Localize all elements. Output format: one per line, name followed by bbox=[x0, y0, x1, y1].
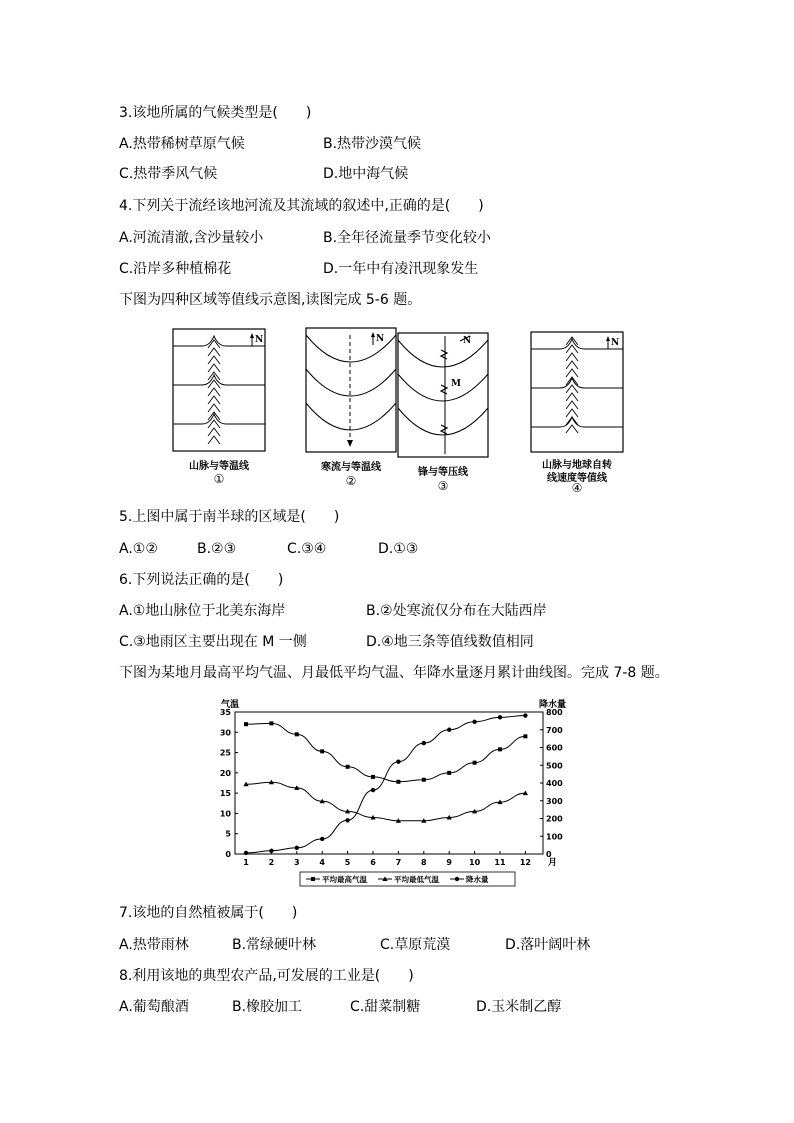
x-tick-label: 5 bbox=[344, 858, 351, 867]
x-tick-label: 8 bbox=[421, 858, 427, 867]
q5-option-d: D.①③ bbox=[378, 541, 419, 557]
map-2-cold-current-isotherm bbox=[305, 327, 397, 453]
q6-option-c: C.③地雨区主要出现在 M 一侧 bbox=[119, 634, 307, 650]
q3-stem: 3.该地所属的气候类型是( ) bbox=[119, 105, 312, 121]
q3-option-a: A.热带稀树草原气候 bbox=[119, 136, 245, 152]
q8-option-a: A.葡萄酿酒 bbox=[119, 999, 189, 1015]
y-right-tick-label: 400 bbox=[546, 779, 563, 788]
x-tick-label: 6 bbox=[370, 858, 376, 867]
map-4-caption-line2: 线速度等值线 bbox=[547, 473, 607, 484]
q8-option-b: B.橡胶加工 bbox=[232, 999, 303, 1015]
q3-option-d: D.地中海气候 bbox=[323, 166, 409, 182]
y-right-tick-label: 100 bbox=[546, 832, 563, 842]
y-left-tick-label: 0 bbox=[225, 850, 231, 859]
front-marker-m: M bbox=[451, 379, 461, 389]
y-right-tick-label: 600 bbox=[546, 743, 563, 753]
svg-text:N: N bbox=[463, 336, 472, 346]
series-point-1 bbox=[371, 775, 375, 779]
series-point-3 bbox=[244, 851, 248, 855]
series-line-1 bbox=[246, 723, 525, 781]
series-point-1 bbox=[269, 721, 273, 725]
y-left-tick-label: 25 bbox=[219, 748, 231, 758]
x-tick-label: 3 bbox=[294, 858, 300, 867]
map-1-mountain-isotherm bbox=[172, 328, 266, 452]
map-4-mountain-rotation-speed bbox=[530, 331, 624, 453]
intro-5-6: 下图为四种区域等值线示意图,读图完成 5-6 题。 bbox=[119, 292, 422, 308]
x-tick-label: 7 bbox=[395, 858, 402, 867]
y-left-tick-label: 10 bbox=[219, 809, 231, 819]
series-point-1 bbox=[422, 778, 426, 782]
y-left-tick-label: 20 bbox=[219, 768, 231, 778]
series-point-3 bbox=[447, 728, 451, 732]
q4-option-d: D.一年中有凌汛现象发生 bbox=[323, 261, 479, 277]
series-point-3 bbox=[498, 715, 502, 719]
q6-option-d: D.④地三条等值线数值相同 bbox=[366, 634, 534, 650]
q4-option-c: C.沿岸多种植棉花 bbox=[119, 261, 232, 277]
plot-area bbox=[235, 712, 543, 854]
y-left-tick-label: 35 bbox=[219, 708, 231, 717]
x-tick-label: 1 bbox=[243, 858, 249, 867]
y-right-tick-label: 200 bbox=[546, 814, 563, 824]
svg-text:N: N bbox=[255, 335, 264, 345]
q8-stem: 8.利用该地的典型农产品,可发展的工业是( ) bbox=[119, 968, 414, 984]
q6-stem: 6.下列说法正确的是( ) bbox=[119, 572, 284, 588]
series-point-3 bbox=[320, 837, 324, 841]
map-3-front-isobar bbox=[397, 332, 489, 458]
map-4-caption-line1: 山脉与地球自转 bbox=[542, 460, 612, 471]
legend-marker-1 bbox=[311, 877, 315, 881]
x-tick-label: 11 bbox=[494, 858, 506, 867]
y-left-tick-label: 15 bbox=[219, 789, 231, 799]
map-1-number: ① bbox=[213, 472, 225, 486]
series-line-3 bbox=[246, 716, 525, 853]
series-point-3 bbox=[345, 818, 349, 822]
y-right-tick-label: 0 bbox=[546, 850, 552, 859]
series-point-1 bbox=[396, 780, 400, 784]
legend-label-3: 降水量 bbox=[466, 875, 489, 884]
map-2-number: ② bbox=[345, 474, 357, 488]
q7-stem: 7.该地的自然植被属于( ) bbox=[119, 905, 298, 921]
series-point-1 bbox=[295, 732, 299, 736]
q6-option-b: B.②处寒流仅分布在大陆西岸 bbox=[366, 603, 547, 619]
y-right-tick-label: 700 bbox=[546, 725, 563, 735]
q3-option-b: B.热带沙漠气候 bbox=[323, 136, 422, 152]
series-line-2 bbox=[246, 782, 525, 821]
map-2-caption: 寒流与等温线 bbox=[321, 462, 381, 473]
q6-option-a: A.①地山脉位于北美东海岸 bbox=[119, 603, 286, 619]
series-point-3 bbox=[472, 720, 476, 724]
svg-text:N: N bbox=[611, 338, 620, 348]
q5-option-b: B.②③ bbox=[197, 541, 237, 557]
q7-option-a: A.热带雨林 bbox=[119, 937, 189, 953]
series-point-1 bbox=[320, 749, 324, 753]
y-left-tick-label: 30 bbox=[219, 728, 231, 738]
climate-chart bbox=[210, 694, 590, 890]
y-right-axis-label: 降水量 bbox=[539, 700, 567, 710]
map-3-number: ③ bbox=[437, 479, 449, 493]
q7-option-c: C.草原荒漠 bbox=[380, 937, 451, 953]
q7-option-b: B.常绿硬叶林 bbox=[232, 937, 317, 953]
series-point-3 bbox=[371, 788, 375, 792]
x-tick-label: 4 bbox=[319, 858, 325, 867]
intro-7-8: 下图为某地月最高平均气温、月最低平均气温、年降水量逐月累计曲线图。完成 7-8 题。 bbox=[119, 665, 669, 681]
series-point-3 bbox=[396, 760, 400, 764]
y-right-tick-label: 500 bbox=[546, 761, 563, 771]
series-point-1 bbox=[473, 761, 477, 765]
legend-label-2: 平均最低气温 bbox=[394, 875, 439, 884]
map-3-caption: 锋与等压线 bbox=[418, 467, 468, 478]
series-point-1 bbox=[244, 722, 248, 726]
svg-text:N: N bbox=[376, 334, 385, 344]
series-point-3 bbox=[523, 713, 527, 717]
series-point-3 bbox=[295, 846, 299, 850]
map-1-caption: 山脉与等温线 bbox=[189, 461, 249, 472]
q5-option-a: A.①② bbox=[119, 541, 158, 557]
legend-label-1: 平均最高气温 bbox=[322, 875, 367, 884]
map-4-number: ④ bbox=[571, 481, 583, 495]
series-point-3 bbox=[269, 849, 273, 853]
y-right-tick-label: 800 bbox=[546, 708, 563, 717]
q4-option-b: B.全年径流量季节变化较小 bbox=[323, 230, 492, 246]
series-point-1 bbox=[523, 734, 527, 738]
series-point-1 bbox=[447, 771, 451, 775]
y-right-tick-label: 300 bbox=[546, 796, 563, 806]
x-tick-label: 10 bbox=[469, 858, 481, 867]
q8-option-c: C.甜菜制糖 bbox=[350, 999, 421, 1015]
x-tick-label: 9 bbox=[446, 858, 452, 867]
x-tick-label: 12 bbox=[519, 858, 531, 867]
legend-marker-3 bbox=[455, 877, 459, 881]
q4-stem: 4.下列关于流经该地河流及其流域的叙述中,正确的是( ) bbox=[119, 198, 484, 214]
x-tick-label: 2 bbox=[268, 858, 275, 867]
series-point-3 bbox=[422, 741, 426, 745]
q8-option-d: D.玉米制乙醇 bbox=[476, 999, 562, 1015]
q5-option-c: C.③④ bbox=[287, 541, 327, 557]
q7-option-d: D.落叶阔叶林 bbox=[505, 937, 591, 953]
q3-option-c: C.热带季风气候 bbox=[119, 166, 218, 182]
series-point-1 bbox=[498, 747, 502, 751]
y-left-axis-label: 气温 bbox=[221, 700, 240, 710]
q4-option-a: A.河流清澈,含沙量较小 bbox=[119, 230, 264, 246]
x-axis-label: 月 bbox=[548, 858, 558, 868]
y-left-tick-label: 5 bbox=[225, 829, 231, 839]
q5-stem: 5.上图中属于南半球的区域是( ) bbox=[119, 509, 340, 525]
series-point-1 bbox=[346, 765, 350, 769]
